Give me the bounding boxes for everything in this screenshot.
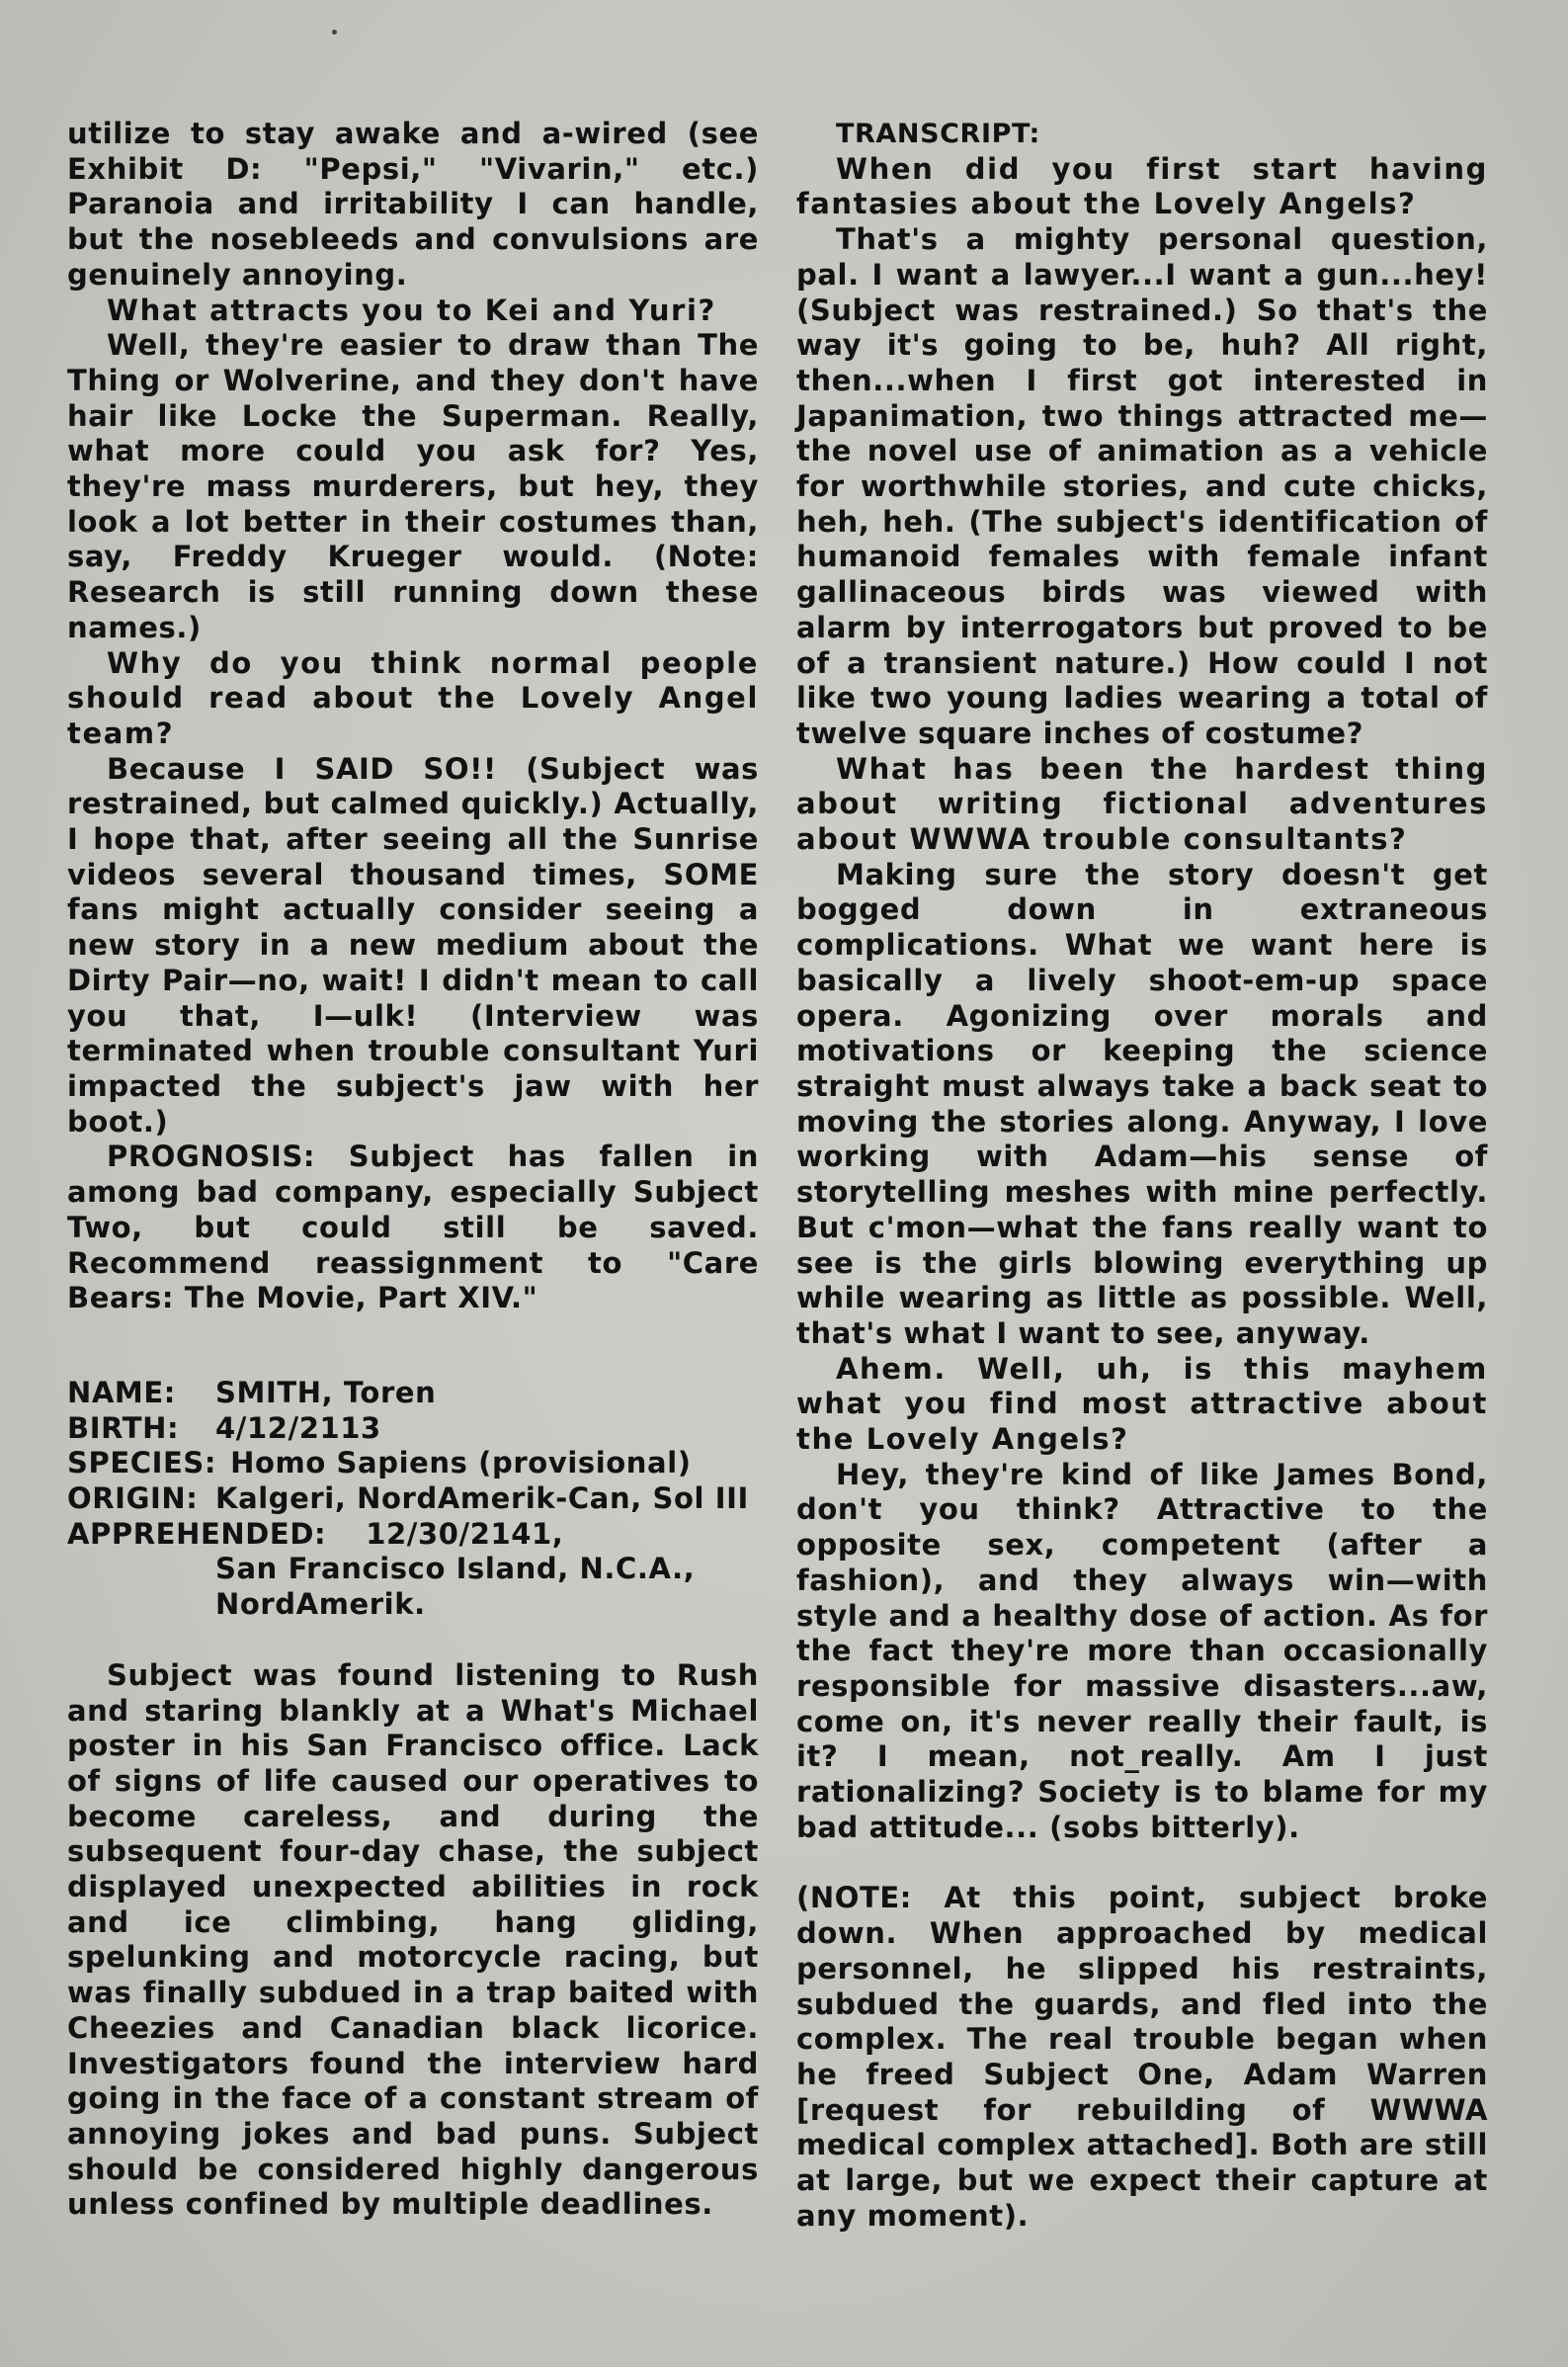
subject-record (67, 1376, 759, 1623)
transcript-heading: TRANSCRIPT: (836, 119, 1040, 149)
print-speck (332, 30, 337, 35)
record-species-row (67, 1446, 759, 1481)
answer-hardest-thing: Making sure the story doesn't get bogged down in extraneous complications. What we want here is basically a lively shoot-em-up space opera. Agonizing over morals and motivations or keeping the science straight must always take a back seat to moving the stories along. Anyway, I love working with Adam—his sense of storytelling meshes with mine perfectly. But c'mon—what the fans really want to see is the girls blowing everything up while wearing as little as possible. Well, that's what I want to see, anyway. (796, 857, 1488, 1350)
subject-description: Subject was found listening to Rush and staring blankly at a What's Michael poster in his San Francisco office. Lack of signs of life caused our operatives to become careless, and during the subsequent four-day chase, the subject displayed unexpected abilities in rock and ice climbing, hang gliding, spelunking and motorcycle racing, but was finally subdued in a trap baited with Cheezies and Canadian black licorice. Investigators found the interview hard going in the face of a constant stream of annoying jokes and bad puns. Subject should be considered highly dangerous unless confined by multiple deadlines. (67, 1657, 759, 2222)
record-location-line1: San Francisco Island, N.C.A., (215, 1552, 696, 1586)
question-fantasies: When did you first start having fantasies about the Lovely Angels? (796, 151, 1488, 221)
record-location-line2: NordAmerik. (215, 1587, 426, 1622)
question-kei-yuri: What attracts you to Kei and Yuri? (107, 293, 716, 327)
answer-fantasies: That's a mighty personal question, pal. I want a lawyer...I want a gun...hey! (Subject was restrained.) So that's the way it's going to be, huh? All right, then...when I first got interested in Japanimation, two things attracted me—the novel use of animation as a vehicle for worthwhile stories, and cute chicks, heh, heh. (The subject's identification of humanoid females with female infant gallinaceous birds was viewed with alarm by interrogators but proved to be of a transient nature.) How could I not like two young ladies wearing a total of twelve square inches of costume? (796, 222, 1488, 750)
closing-note: (NOTE: At this point, subject broke down. When approached by medical personnel, he slipped his restraints, subdued the guards, and fled into the complex. The real trouble began when he freed Subject One, Adam Warren [request for rebuilding of WWWA medical complex attached]. Both are still at large, but we expect their capture at any moment). (796, 1881, 1488, 2233)
intro-paragraph: utilize to stay awake and a-wired (see Exhibit D: "Pepsi," "Vivarin," etc.) Paranoia and irritability I can handle, but the nosebleeds and convulsions are genuinely annoying. (67, 117, 759, 292)
left-column (67, 117, 759, 2223)
record-birth-value: 4/12/2113 (215, 1410, 381, 1445)
record-apprehended-row (67, 1517, 759, 1553)
record-apprehended-value: 12/30/2141, (366, 1516, 564, 1551)
answer-kei-yuri: Well, they're easier to draw than The Thing or Wolverine, and they don't have hair like Locke the Superman. Really, what more could you ask for? Yes, they're mass murderers, but hey, they look a lot better in their costumes than, say, Freddy Krueger would. (Note: Research is still running down these names.) (67, 328, 759, 644)
right-column (796, 117, 1488, 2234)
record-species-label: SPECIES: (67, 1446, 217, 1480)
question-normal-people: Why do you think normal people should read about the Lovely Angel team? (67, 645, 759, 750)
record-apprehended-label: APPREHENDED: (67, 1516, 327, 1551)
question-hardest-thing: What has been the hardest thing about writing fictional adventures about WWWA trouble consultants? (796, 751, 1488, 857)
answer-normal-people: Because I SAID SO!! (Subject was restrained, but calmed quickly.) Actually, I hope that, after seeing all the Sunrise videos several thousand times, SOME fans might actually consider seeing a new story in a new medium about the Dirty Pair—no, wait! I didn't mean to call you that, I—ulk! (Interview was terminated when trouble consultant Yuri impacted the subject's jaw with her boot.) (67, 751, 759, 1139)
record-origin-row (67, 1481, 759, 1517)
record-birth-row (67, 1411, 759, 1447)
record-name-value: SMITH, Toren (215, 1375, 437, 1409)
record-name-label: NAME: (67, 1375, 176, 1409)
record-name-row (67, 1376, 759, 1411)
answer-mayhem: Hey, they're kind of like James Bond, don't you think? Attractive to the opposite sex, competent (after a fashion), and they always win—with style and a healthy dose of action. As for the fact they're more than occasionally responsible for massive disasters...aw, come on, it's never really their fault, is it? I mean, not_really. Am I just rationalizing? Society is to blame for my bad attitude... (sobs bitterly). (796, 1457, 1488, 1844)
record-origin-value: Kalgeri, NordAmerik-Can, Sol III (215, 1481, 749, 1516)
record-birth-label: BIRTH: (67, 1410, 180, 1445)
prognosis-paragraph: PROGNOSIS: Subject has fallen in among bad company, especially Subject Two, but could still be saved. Recommend reassignment to "Care Bears: The Movie, Part XIV." (67, 1140, 759, 1315)
record-origin-label: ORIGIN: (67, 1481, 199, 1516)
question-mayhem: Ahem. Well, uh, is this mayhem what you find most attractive about the Lovely Angels? (796, 1351, 1488, 1457)
record-species-value: Homo Sapiens (provisional) (230, 1446, 692, 1480)
